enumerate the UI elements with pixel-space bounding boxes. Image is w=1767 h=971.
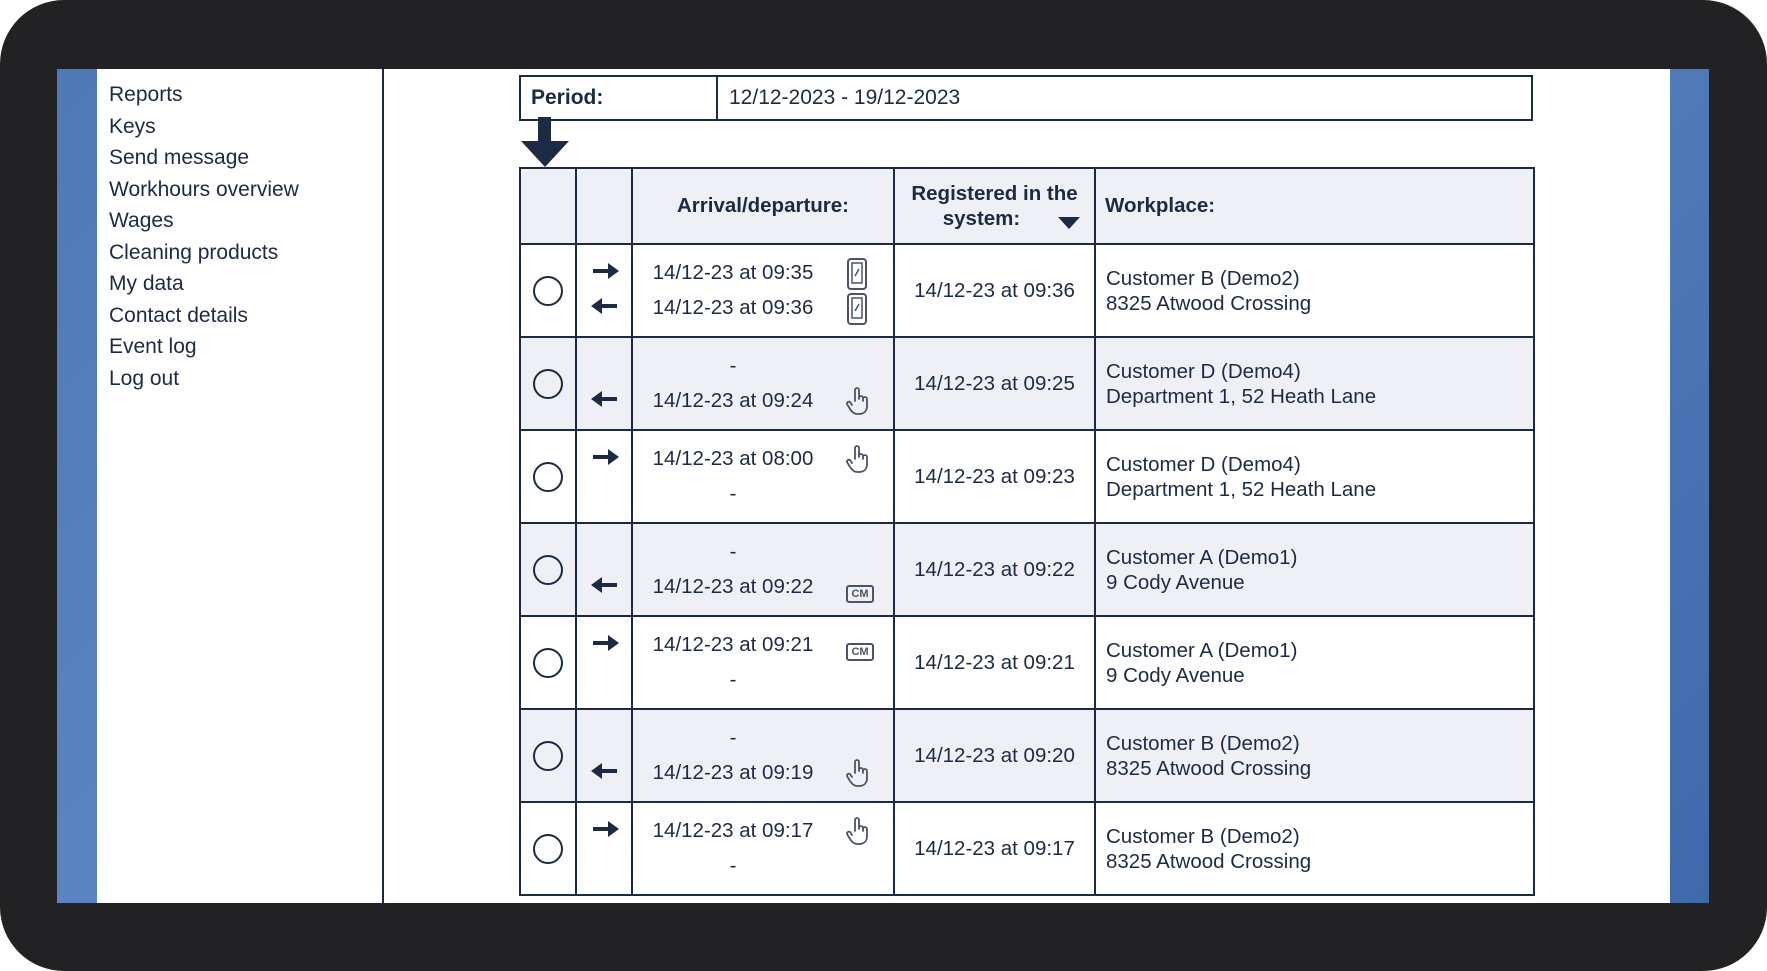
sidebar — [97, 69, 384, 903]
row-radio[interactable] — [533, 462, 563, 492]
direction-cell — [576, 244, 632, 337]
sidebar-item-event-log[interactable]: Event log — [109, 335, 197, 358]
workplace-cell — [1095, 244, 1534, 337]
records-table — [519, 167, 1535, 896]
source-icon-wrap — [846, 386, 870, 422]
cm-icon: CM — [846, 643, 874, 661]
hand-pointer-icon — [846, 816, 870, 846]
down-arrow-icon[interactable] — [521, 117, 571, 167]
registered-cell: 14/12-23 at 09:22 — [894, 523, 1095, 616]
workplace-cell — [1095, 523, 1534, 616]
registered-cell: 14/12-23 at 09:25 — [894, 337, 1095, 430]
direction-cell — [576, 802, 632, 895]
sidebar-menu — [109, 79, 299, 394]
table-row — [520, 337, 1534, 430]
arrow-right-icon — [593, 635, 619, 651]
workplace-name: Customer D (Demo4) — [1106, 359, 1301, 383]
arrow-right-icon — [593, 821, 619, 837]
workplace-name: Customer A (Demo1) — [1106, 545, 1298, 569]
workplace-cell — [1095, 709, 1534, 802]
direction-cell — [576, 337, 632, 430]
workplace-name: Customer B (Demo2) — [1106, 266, 1300, 290]
row-radio[interactable] — [533, 369, 563, 399]
phone-icon — [846, 258, 868, 290]
arrow-right-icon — [593, 263, 619, 279]
registered-cell: 14/12-23 at 09:20 — [894, 709, 1095, 802]
source-icon-wrap — [846, 637, 874, 661]
select-cell — [520, 430, 576, 523]
sidebar-item-workhours-overview[interactable]: Workhours overview — [109, 177, 299, 201]
sidebar-item-wages[interactable]: Wages — [109, 209, 174, 232]
sidebar-item-keys[interactable]: Keys — [109, 114, 156, 138]
header-direction — [576, 168, 632, 244]
workplace-address: 8325 Atwood Crossing — [1106, 291, 1312, 315]
workplace-cell — [1095, 430, 1534, 523]
sidebar-item-log-out[interactable]: Log out — [109, 366, 180, 390]
workplace-name: Customer D (Demo4) — [1106, 452, 1301, 476]
table-row — [520, 802, 1534, 895]
select-cell — [520, 244, 576, 337]
header-arrival-departure[interactable]: Arrival/departure: — [632, 168, 894, 244]
workplace-cell — [1095, 802, 1534, 895]
workplace-address: 9 Cody Avenue — [1106, 570, 1245, 594]
main-content — [384, 69, 1670, 903]
arrival-departure-cell — [632, 244, 894, 337]
source-icon-wrap — [846, 293, 868, 331]
period-value: 12/12-2023 - 19/12-2023 — [729, 86, 961, 109]
source-icon-wrap — [846, 816, 870, 852]
time-line-2: 14/12-23 at 09:24 — [652, 389, 814, 412]
source-icon-wrap — [846, 444, 870, 480]
arrow-left-icon — [591, 391, 617, 407]
time-line-2: 14/12-23 at 09:19 — [652, 761, 814, 784]
arrival-departure-cell — [632, 430, 894, 523]
sidebar-item-reports[interactable]: Reports — [109, 83, 183, 106]
arrival-departure-cell — [632, 709, 894, 802]
workplace-name: Customer A (Demo1) — [1106, 638, 1298, 662]
arrival-departure-cell — [632, 523, 894, 616]
time-line-1: - — [729, 354, 737, 377]
header-workplace[interactable]: Workplace: — [1095, 168, 1534, 244]
registered-cell: 14/12-23 at 09:23 — [894, 430, 1095, 523]
time-line-1: 14/12-23 at 09:17 — [652, 819, 814, 842]
time-line-1: 14/12-23 at 09:21 — [652, 633, 814, 656]
sidebar-item-my-data[interactable]: My data — [109, 272, 184, 295]
time-line-2: 14/12-23 at 09:36 — [652, 296, 814, 319]
table-row — [520, 709, 1534, 802]
select-cell — [520, 709, 576, 802]
time-line-2: - — [729, 668, 737, 691]
registered-cell: 14/12-23 at 09:36 — [894, 244, 1095, 337]
table-row — [520, 430, 1534, 523]
header-select — [520, 168, 576, 244]
arrival-departure-cell — [632, 802, 894, 895]
period-box — [519, 75, 1533, 121]
arrow-left-icon — [591, 298, 617, 314]
time-line-1: 14/12-23 at 09:35 — [652, 261, 814, 284]
time-line-1: 14/12-23 at 08:00 — [652, 447, 814, 470]
row-radio[interactable] — [533, 834, 563, 864]
sort-desc-icon[interactable] — [1058, 217, 1080, 229]
row-radio[interactable] — [533, 276, 563, 306]
source-icon-wrap — [846, 579, 874, 603]
table-row — [520, 244, 1534, 337]
hand-pointer-icon — [846, 758, 870, 788]
workplace-address: 9 Cody Avenue — [1106, 663, 1245, 687]
screen — [57, 69, 1709, 903]
time-line-1: - — [729, 726, 737, 749]
source-icon-wrap — [846, 258, 868, 296]
workplace-address: 8325 Atwood Crossing — [1106, 849, 1312, 873]
table-header-row — [520, 168, 1534, 244]
workplace-name: Customer B (Demo2) — [1106, 731, 1300, 755]
arrival-departure-cell — [632, 616, 894, 709]
sidebar-item-send-message[interactable]: Send message — [109, 146, 250, 169]
sidebar-item-cleaning-products[interactable]: Cleaning products — [109, 240, 279, 264]
workplace-cell — [1095, 616, 1534, 709]
select-cell — [520, 802, 576, 895]
row-radio[interactable] — [533, 648, 563, 678]
time-line-2: 14/12-23 at 09:22 — [652, 575, 814, 598]
select-cell — [520, 523, 576, 616]
registered-cell: 14/12-23 at 09:17 — [894, 802, 1095, 895]
header-registered[interactable]: Registered in the system: — [894, 168, 1095, 244]
table-row — [520, 616, 1534, 709]
direction-cell — [576, 523, 632, 616]
arrow-left-icon — [591, 577, 617, 593]
workplace-name: Customer B (Demo2) — [1106, 824, 1300, 848]
sidebar-item-contact-details[interactable]: Contact details — [109, 303, 248, 327]
hand-pointer-icon — [846, 444, 870, 474]
arrival-departure-cell — [632, 337, 894, 430]
workplace-cell — [1095, 337, 1534, 430]
hand-pointer-icon — [846, 386, 870, 416]
cm-icon: CM — [846, 585, 874, 603]
arrow-left-icon — [591, 763, 617, 779]
workplace-address: Department 1, 52 Heath Lane — [1106, 477, 1377, 501]
direction-cell — [576, 709, 632, 802]
source-icon-wrap — [846, 758, 870, 794]
direction-cell — [576, 430, 632, 523]
registered-cell: 14/12-23 at 09:21 — [894, 616, 1095, 709]
row-radio[interactable] — [533, 555, 563, 585]
direction-cell — [576, 616, 632, 709]
select-cell — [520, 337, 576, 430]
select-cell — [520, 616, 576, 709]
phone-icon — [846, 293, 868, 325]
time-line-2: - — [729, 482, 737, 505]
time-line-1: - — [729, 540, 737, 563]
workplace-address: 8325 Atwood Crossing — [1106, 756, 1312, 780]
row-radio[interactable] — [533, 741, 563, 771]
period-label: Period: — [521, 77, 718, 119]
workplace-address: Department 1, 52 Heath Lane — [1106, 384, 1377, 408]
arrow-right-icon — [593, 449, 619, 465]
table-row — [520, 523, 1534, 616]
time-line-2: - — [729, 854, 737, 877]
